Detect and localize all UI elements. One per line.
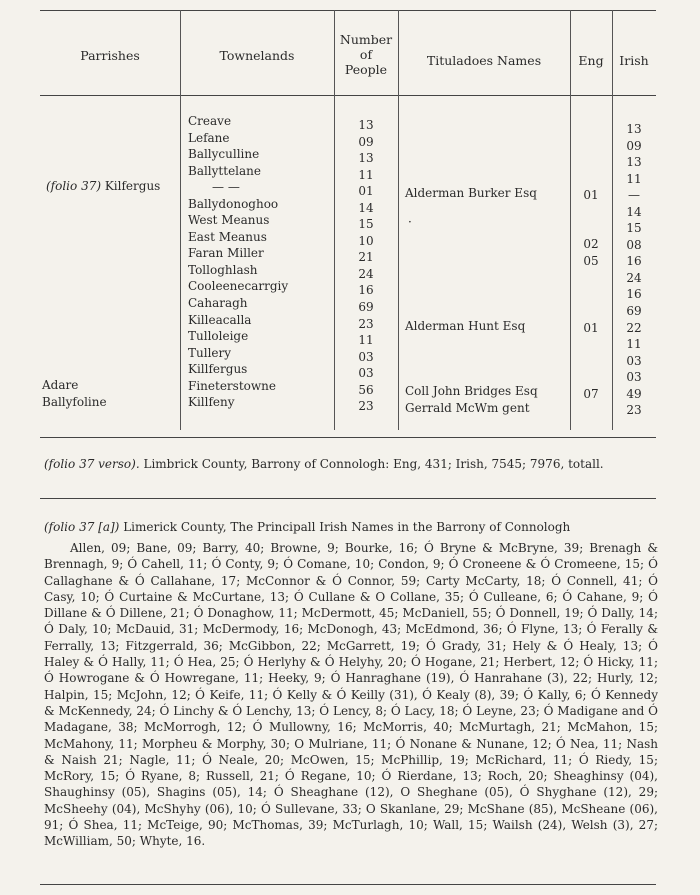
table-bottom-rule — [40, 437, 656, 438]
list-item: Lefane — [188, 130, 230, 145]
list-item: 13 — [626, 155, 642, 170]
list-item: 13 — [358, 151, 374, 166]
parish-name: Kilfergus — [104, 179, 161, 193]
census-table — [40, 10, 656, 430]
list-item: 16 — [626, 287, 642, 302]
folio-ref: (folio 37 [a]) — [44, 520, 120, 534]
list-item: Killfeny — [188, 395, 235, 410]
section-rule — [40, 498, 656, 499]
eng-hunt: 01 — [583, 321, 599, 335]
list-item: Killfergus — [188, 362, 248, 377]
list-item: — — [628, 188, 640, 203]
list-item: 03 — [358, 366, 374, 381]
header-townelands: Townelands — [219, 48, 295, 63]
list-item: 01 — [358, 184, 374, 199]
titulado-hunt: Alderman Hunt Esq — [405, 319, 526, 333]
list-item: 15 — [626, 221, 642, 236]
list-item: 14 — [626, 204, 642, 219]
titulado-dot: · — [408, 215, 412, 229]
list-item: — — — [212, 180, 240, 195]
townelands-list — [188, 113, 288, 411]
list-item: 49 — [626, 386, 642, 401]
list-item: 09 — [626, 138, 642, 153]
summary-text: Limbrick County, Barrony of Connologh: Eng, 431; Irish, 7545; 7976, totall. — [143, 457, 604, 471]
list-item: 13 — [358, 118, 374, 132]
list-item: 23 — [358, 399, 374, 414]
list-item: 03 — [358, 349, 374, 364]
eng-value: 05 — [583, 254, 599, 268]
list-item: 16 — [626, 254, 642, 269]
list-item: Faran Miller — [188, 246, 264, 261]
list-item: Ballydonoghoo — [188, 196, 279, 211]
list-item: 11 — [626, 337, 642, 352]
header-number-of-people: Number of People — [339, 32, 393, 77]
list-item: 09 — [358, 134, 374, 149]
list-item: 24 — [626, 270, 642, 285]
bottom-rule — [40, 884, 656, 885]
titulado-burker: Alderman Burker Esq — [405, 186, 537, 200]
list-item: Ballyttelane — [188, 163, 261, 178]
list-item: 03 — [626, 370, 642, 385]
list-item: Tolloghlash — [188, 262, 258, 277]
header-irish: Irish — [619, 53, 649, 68]
list-item: 24 — [358, 266, 374, 281]
parish-adare: Adare — [42, 378, 79, 392]
list-item: Creave — [188, 114, 232, 128]
list-item: 03 — [626, 353, 642, 368]
list-item: 69 — [626, 304, 642, 319]
list-item: Cooleenecarrgiy — [188, 279, 289, 294]
list-item: 22 — [626, 320, 642, 335]
list-item: 11 — [358, 167, 374, 182]
list-item: 08 — [626, 237, 642, 252]
names-title-text: Limerick County, The Principall Irish Names in the Barrony of Connologh — [123, 520, 571, 534]
list-item: 23 — [358, 316, 374, 331]
col-divider — [570, 10, 571, 430]
folio-ref: (folio 37) — [46, 179, 102, 193]
list-item: Fineterstowne — [188, 378, 276, 393]
list-item: Tullery — [188, 345, 232, 360]
list-item: 15 — [358, 217, 374, 232]
names-heading — [44, 520, 570, 534]
list-item: 11 — [626, 171, 642, 186]
list-item: 13 — [626, 122, 642, 136]
folio-ref: (folio 37 verso). — [44, 457, 140, 471]
eng-burker: 01 — [583, 188, 599, 202]
eng-bridges: 07 — [583, 387, 599, 401]
list-item: Killeacalla — [188, 312, 252, 327]
list-item: Tulloleige — [188, 329, 249, 344]
list-item: 11 — [358, 333, 374, 348]
parish-ballyfoline: Ballyfoline — [42, 395, 107, 409]
names-paragraph: Allen, 09; Bane, 09; Barry, 40; Browne, 9; Bourke, 16; Ó Bryne & McBryne, 39; Brenagh & Brennagh, 9; Ó Cahell, 11; Ó Conty, 9; Ó Comane, 10; Condon, 9; Ó Croneene & Ó Cromeene, 15; Ó Callaghane & Ó Callahane, 17; McConnor & Ó Connor, 59; Carty McCarty, 18; Ó Connell, 41; Ó Casy, 10; Ó Curtaine & McCurtane, 13; Ó Cullane & O Collane, 35; Ó Culleane, 6; Ó Cahane, 9; Ó Dillane & Ó Dillene, 21; Ó Donaghow, 11; McDermott, 45; McDaniell, 55; Ó Donnell, 19; Ó Dally, 14; Ó Daly, 10; McDauid, 31; McDermody, 16; McDonogh, 43; McEdmond, 36; Ó Flyne, 13; Ó Ferally & Ferrally, 13; Fitzgerrald, 36; McGibbon, 22; McGarrett, 19; Ó Grady, 31; Hely & Ó Healy, 13; Ó Haley & Ó Hally, 11; Ó Hea, 25; Ó Herlyhy & Ó Helyhy, 20; Ó Hogane, 21; Herbert, 12; Ó Hicky, 11; Ó Howrogane & Ó Howregane, 11; Heeky, 9; Ó Hanraghane (19), Ó Hanrahane (3), 22; Hurly, 12; Halpin, 15; McJohn, 12; Ó Keife, 11; Ó Kelly & Ó Keilly (31), Ó Kealy (8), 39; Ó Kally, 6; Ó Kennedy & McKennedy, 24; Ó Linchy & Ó Lenchy, 13; Ó Lency, 8; Ó Lacy, 18; Ó Leyne, 23; Ó Madigane and Ó Madagane, 38; McMorrogh, 12; Ó Mullowny, 16; McMorris, 40; McMurtagh, 21; McMahon, 15; McMahony, 11; Morpheu & Morphy, 30; O Mulriane, 11; Ó Nonane & Nunane, 12; Ó Nea, 11; Nash & Naish 21; Nagle, 11; Ó Neale, 20; McOwen, 15; McPhillip, 19; McRichard, 11; Ó Riedy, 15; McRory, 15; Ó Ryane, 8; Russell, 21; Ó Regane, 10; Ó Rierdane, 13; Roch, 20; Sheaghinsy (04), Shaughinsy (05), Shagins (05), 14; Ó Sheaghane (12), O Sheghane (05), Ó Shyghane (12), 29; McSheehy (04), McShyhy (06), 10; Ó Sullevane, 33; O Skanlane, 29; McShane (85), McSheane (06), 91; Ó Shea, 11; McTeige, 90; McThomas, 39; McTurlagh, 10; Wall, 15; Wailsh (24), Welsh (3), 27; McWilliam, 50; Whyte, 16. — [44, 541, 658, 849]
titulado-bridges: Coll John Bridges Esq — [405, 384, 538, 398]
list-item: 16 — [358, 283, 374, 298]
list-item: West Meanus — [188, 213, 270, 228]
col-divider — [398, 10, 399, 430]
list-item: 23 — [626, 403, 642, 418]
list-item: 14 — [358, 200, 374, 215]
titulado-gerrald: Gerrald McWm gent — [405, 401, 530, 415]
irish-list — [612, 121, 656, 419]
parish-kilfergus — [46, 179, 160, 194]
list-item: 69 — [358, 300, 374, 315]
list-item: 10 — [358, 233, 374, 248]
number-of-people-list — [334, 117, 398, 415]
eng-value: 02 — [583, 237, 599, 251]
list-item: Caharagh — [188, 296, 248, 311]
list-item: East Meanus — [188, 229, 267, 244]
header-parishes: Parrishes — [80, 48, 140, 63]
header-tituladoes: Tituladoes Names — [426, 53, 542, 68]
list-item: Ballyculline — [188, 147, 260, 162]
barony-summary — [44, 457, 659, 471]
list-item: 56 — [358, 382, 374, 397]
header-eng: Eng — [578, 53, 604, 68]
list-item: 21 — [358, 250, 374, 265]
col-divider — [180, 10, 181, 430]
